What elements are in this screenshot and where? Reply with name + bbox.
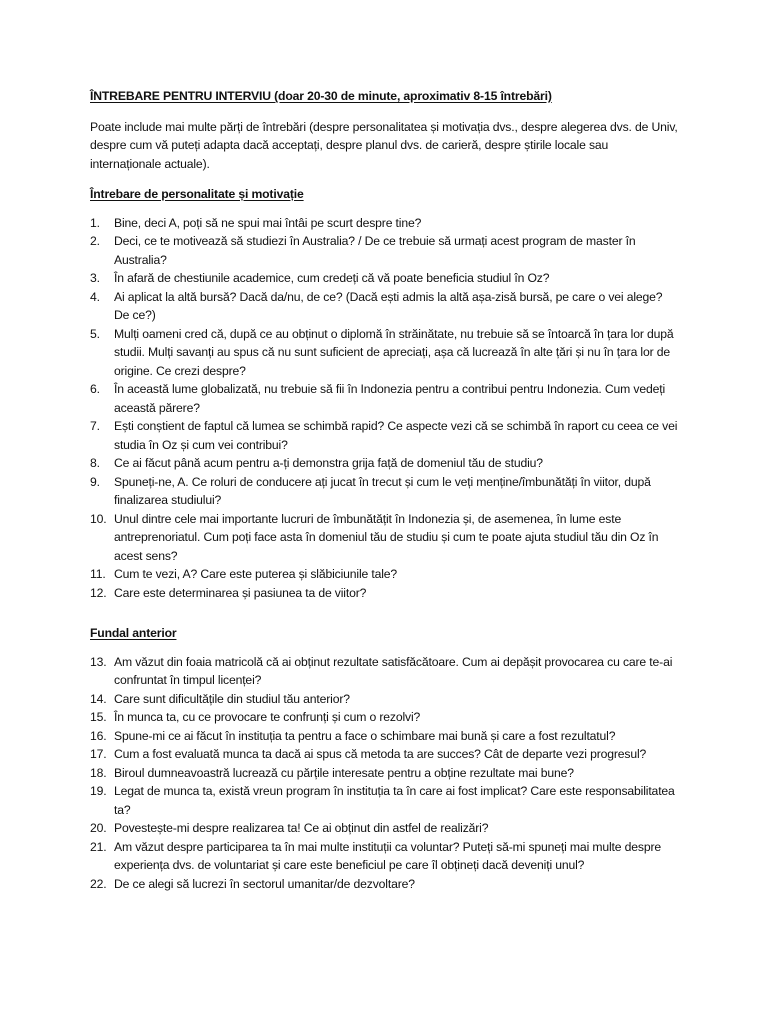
question-item (90, 782, 680, 819)
question-item (90, 764, 680, 783)
question-number: 16. (90, 728, 107, 743)
question-item (90, 454, 680, 473)
question-item (90, 565, 680, 584)
document-title: ÎNTREBARE PENTRU INTERVIU (doar 20-30 de minute, aproximativ 8-15 întrebări) (90, 89, 552, 103)
question-item (90, 417, 680, 454)
question-item (90, 288, 680, 325)
question-text: Mulți oameni cred că, după ce au obținut o diplomă în străinătate, nu trebuie să se întoarcă în țara lor după studii. Mulți savanți au spus că nu sunt suficient de apreciați, așa că lucrează în alte țări și nu în țara lor de origine. Ce crezi despre? (114, 326, 674, 378)
question-item (90, 690, 680, 709)
question-item (90, 745, 680, 764)
question-number: 22. (90, 876, 107, 891)
question-item (90, 875, 680, 894)
section-heading-personality: Întrebare de personalitate și motivație (90, 187, 304, 201)
question-list-personality (90, 214, 680, 603)
question-item (90, 708, 680, 727)
question-text: Deci, ce te motivează să studiezi în Australia? / De ce trebuie să urmați acest program de master în Australia? (114, 234, 636, 267)
question-number: 7. (90, 419, 100, 433)
question-number: 6. (90, 382, 100, 396)
question-item (90, 510, 680, 566)
question-number: 15. (90, 710, 107, 724)
question-number: 14. (90, 691, 107, 706)
question-number: 18. (90, 765, 107, 780)
question-text: În munca ta, cu ce provocare te confrunți și cum o rezolvi? (114, 710, 421, 724)
question-text: Care sunt dificultățile din studiul tău anterior? (114, 691, 350, 706)
question-text: De ce alegi să lucrezi în sectorul umanitar/de dezvoltare? (114, 876, 415, 891)
question-number: 21. (90, 839, 107, 854)
question-text: Ai aplicat la altă bursă? Dacă da/nu, de ce? (Dacă ești admis la altă așa-zisă bursă, pe care o vei alege? De ce?) (114, 289, 663, 322)
question-number: 2. (90, 234, 100, 248)
question-text: Am văzut din foaia matricolă că ai obținut rezultate satisfăcătoare. Cum ai depășit provocarea cu care te-ai confruntat în timpul licenței? (114, 654, 673, 687)
question-number: 8. (90, 456, 100, 470)
question-number: 19. (90, 784, 107, 798)
question-item (90, 269, 680, 288)
question-text: Ce ai făcut până acum pentru a-ți demonstra grija față de domeniul tău de studiu? (114, 456, 543, 470)
question-number: 4. (90, 289, 100, 304)
question-item (90, 838, 680, 875)
question-number: 10. (90, 511, 107, 526)
question-item (90, 214, 680, 233)
question-number: 12. (90, 585, 107, 600)
question-number: 1. (90, 215, 100, 230)
question-item (90, 325, 680, 381)
question-number: 11. (90, 567, 106, 581)
question-number: 3. (90, 271, 100, 285)
question-text: Am văzut despre participarea ta în mai multe instituții ca voluntar? Puteți să-mi spuneți mai multe despre experiența dvs. de voluntariat și care este beneficiul pe care îl obțineți dacă deveniți unul? (114, 839, 662, 872)
intro-paragraph: Poate include mai multe părți de întrebări (despre personalitatea și motivația dvs., despre alegerea dvs. de Univ, despre cum vă puteți adapta dacă acceptați, despre planul dvs. de carieră, despre știrile locale sau internaționale actuale). (90, 119, 678, 171)
question-text: Povestește-mi despre realizarea ta! Ce ai obținut din astfel de realizări? (114, 821, 489, 835)
question-text: Care este determinarea și pasiunea ta de viitor? (114, 585, 367, 600)
question-text: Cum a fost evaluată munca ta dacă ai spus că metoda ta are succes? Cât de departe vezi progresul? (114, 747, 647, 761)
question-text: Spune-mi ce ai făcut în instituția ta pentru a face o schimbare mai bună și care a fost rezultatul? (114, 728, 616, 743)
question-text: În această lume globalizată, nu trebuie să fii în Indonezia pentru a contribui pentru Indonezia. Cum vedeți această părere? (114, 382, 666, 415)
question-text: Biroul dumneavoastră lucrează cu părțile interesate pentru a obține rezultate mai bune? (114, 765, 574, 780)
question-text: Cum te vezi, A? Care este puterea și slăbiciunile tale? (114, 567, 398, 581)
question-item (90, 727, 680, 746)
question-text: Legat de munca ta, există vreun program în instituția ta în care ai fost implicat? Care este responsabilitatea ta? (114, 784, 675, 817)
question-number: 9. (90, 474, 100, 489)
question-item (90, 232, 680, 269)
question-item (90, 584, 680, 603)
question-item (90, 473, 680, 510)
question-text: Ești conștient de faptul că lumea se schimbă rapid? Ce aspecte vezi că se schimbă în raport cu ceea ce vei studia în Oz și cum vei contribui? (114, 419, 678, 452)
question-number: 13. (90, 654, 107, 669)
question-number: 20. (90, 821, 107, 835)
section-heading-background: Fundal anterior (90, 626, 177, 640)
question-item (90, 380, 680, 417)
question-text: Bine, deci A, poți să ne spui mai întâi pe scurt despre tine? (114, 215, 422, 230)
question-text: Spuneți-ne, A. Ce roluri de conducere ați jucat în trecut și cum le veți menține/îmbunătăți în viitor, după finalizarea studiului? (114, 474, 651, 507)
question-list-background (90, 653, 680, 894)
question-item (90, 819, 680, 838)
question-number: 17. (90, 747, 107, 761)
question-item (90, 653, 680, 690)
question-text: Unul dintre cele mai importante lucruri de îmbunătățit în Indonezia și, de asemenea, în lume este antreprenoriatul. Cum poți face asta în domeniul tău de studiu și cum te poate ajuta studiul tău din Oz în acest sens? (114, 511, 659, 563)
question-number: 5. (90, 326, 100, 341)
question-text: În afară de chestiunile academice, cum credeți că vă poate beneficia studiul în Oz? (114, 271, 550, 285)
